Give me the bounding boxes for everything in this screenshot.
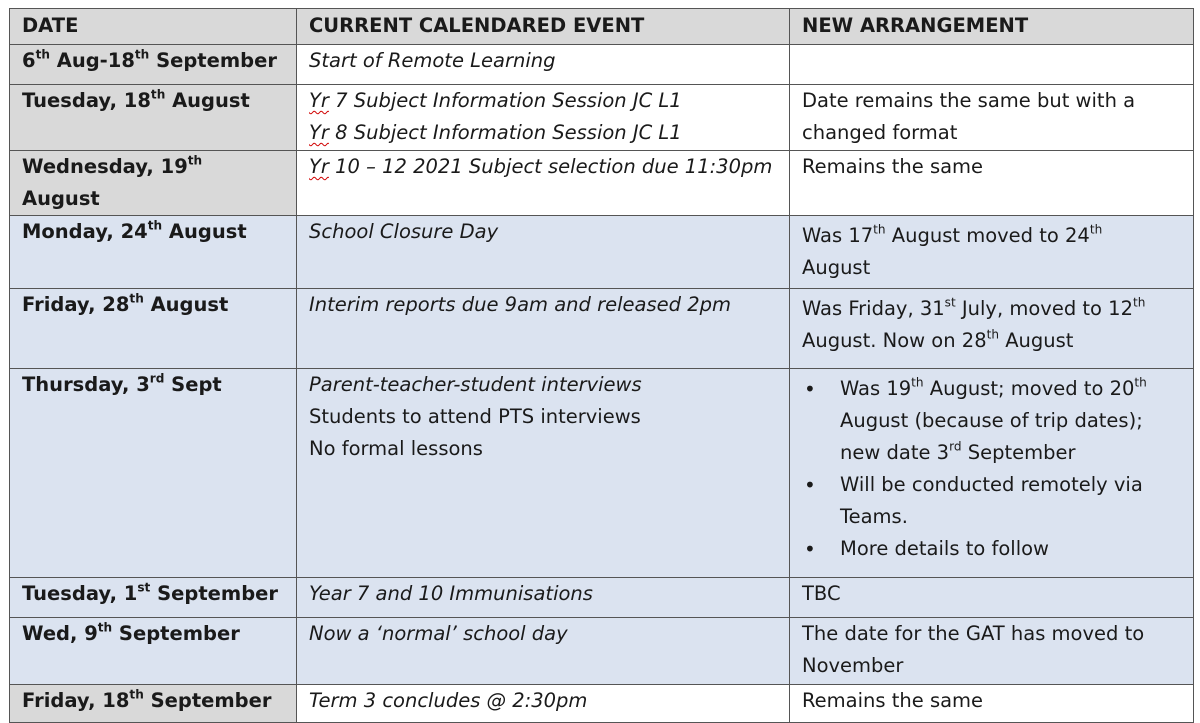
header-date: DATE: [10, 9, 297, 45]
date-cell: 6th Aug-18th September: [10, 45, 297, 85]
date-cell: Friday, 28th August: [10, 289, 297, 369]
date-cell: Friday, 18th September: [10, 685, 297, 723]
event-cell: Term 3 concludes @ 2:30pm: [297, 685, 790, 723]
header-new-arrangement: NEW ARRANGEMENT: [790, 9, 1194, 45]
arrangement-cell: [790, 45, 1194, 85]
table-row: [10, 578, 1194, 618]
spellcheck-word: Yr: [309, 89, 329, 112]
event-cell: Year 7 and 10 Immunisations: [297, 578, 790, 618]
bullet-item: • Will be conducted remotely via Teams.: [802, 469, 1181, 533]
event-cell: Yr 10 – 12 2021 Subject selection due 11:30pm: [297, 151, 790, 216]
date-cell: Monday, 24th August: [10, 216, 297, 289]
spellcheck-word: Yr: [309, 121, 329, 144]
header-current-event: CURRENT CALENDARED EVENT: [297, 9, 790, 45]
date-cell: Tuesday, 1st September: [10, 578, 297, 618]
event-cell: Interim reports due 9am and released 2pm: [297, 289, 790, 369]
arrangement-cell: The date for the GAT has moved to November: [790, 618, 1194, 685]
calendar-table: [9, 8, 1194, 723]
arrangement-cell: Remains the same: [790, 685, 1194, 723]
event-cell: Yr 7 Subject Information Session JC L1 Yr 8 Subject Information Session JC L1: [297, 85, 790, 151]
table-row: [10, 45, 1194, 85]
bullet-item: • Was 19th August; moved to 20th August (because of trip dates); new date 3rd September: [802, 373, 1181, 469]
arrangement-cell: TBC: [790, 578, 1194, 618]
arrangement-cell: Was 17th August moved to 24th August: [790, 216, 1194, 289]
date-cell: Tuesday, 18th August: [10, 85, 297, 151]
table-row: [10, 216, 1194, 289]
event-cell: Parent-teacher-student interviews Students to attend PTS interviews No formal lessons: [297, 369, 790, 578]
arrangement-cell: [790, 369, 1194, 578]
table-row: [10, 618, 1194, 685]
bullet-list: [802, 373, 1181, 565]
table-row: [10, 151, 1194, 216]
event-cell: School Closure Day: [297, 216, 790, 289]
arrangement-cell: Remains the same: [790, 151, 1194, 216]
bullet-item: • More details to follow: [802, 533, 1181, 565]
table-row: [10, 685, 1194, 723]
table-row: [10, 289, 1194, 369]
date-cell: Wed, 9th September: [10, 618, 297, 685]
arrangement-cell: Date remains the same but with a changed format: [790, 85, 1194, 151]
header-row: [10, 9, 1194, 45]
event-cell: Now a ‘normal’ school day: [297, 618, 790, 685]
date-cell: Thursday, 3rd Sept: [10, 369, 297, 578]
table-row: [10, 85, 1194, 151]
table-row: [10, 369, 1194, 578]
event-cell: Start of Remote Learning: [297, 45, 790, 85]
spellcheck-word: Yr: [309, 155, 329, 178]
date-cell: Wednesday, 19th August: [10, 151, 297, 216]
arrangement-cell: Was Friday, 31st July, moved to 12th August. Now on 28th August: [790, 289, 1194, 369]
